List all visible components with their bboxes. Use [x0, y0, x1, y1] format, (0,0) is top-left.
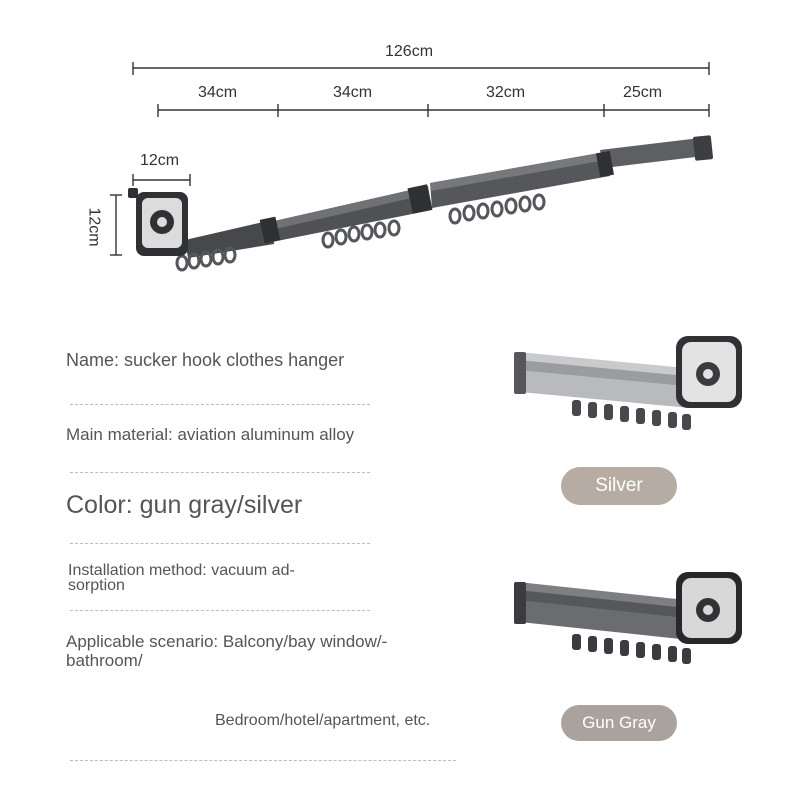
divider: [70, 543, 370, 544]
divider: [70, 472, 370, 473]
divider: [70, 404, 370, 405]
spec-scenario-line1: Applicable scenario: Balcony/bay window/-: [66, 632, 388, 651]
spec-scenario-line3: Bedroom/hotel/apartment, etc.: [215, 712, 431, 729]
dimension-segment-2-label: 34cm: [333, 84, 373, 101]
spec-name: Name: sucker hook clothes hanger: [66, 350, 345, 370]
spec-installation-line2: sorption: [68, 577, 125, 594]
divider: [70, 760, 456, 761]
dimension-base-height-label: 12cm: [85, 207, 103, 247]
dimension-segment-3-label: 32cm: [486, 84, 526, 101]
hanger-rail-illustration: [128, 135, 713, 270]
variant-gun-gray-badge[interactable]: [561, 705, 677, 741]
dimension-line-base-width: [133, 174, 190, 186]
variant-gun-gray-label: Gun Gray: [582, 713, 656, 732]
dimension-line-base-height: [110, 195, 122, 255]
gun-gray-variant-illustration: [510, 570, 750, 680]
spec-material: Main material: aviation aluminum alloy: [66, 425, 355, 444]
divider: [70, 610, 370, 611]
variant-silver-badge[interactable]: [561, 467, 677, 505]
spec-installation-line1: Installation method: vacuum ad-: [68, 562, 295, 579]
dimension-base-width-label: 12cm: [140, 152, 180, 169]
dimension-segment-4-label: 25cm: [623, 84, 663, 101]
variant-silver-label: Silver: [595, 475, 643, 496]
dimension-segment-1-label: 34cm: [198, 84, 238, 101]
spec-color: Color: gun gray/silver: [66, 491, 303, 519]
dimension-line-total: [133, 62, 709, 75]
dimension-total-label: 126cm: [385, 43, 434, 60]
spec-scenario-line2: bathroom/: [66, 651, 143, 670]
silver-variant-illustration: [510, 330, 750, 440]
dimension-line-segments: [158, 104, 709, 117]
